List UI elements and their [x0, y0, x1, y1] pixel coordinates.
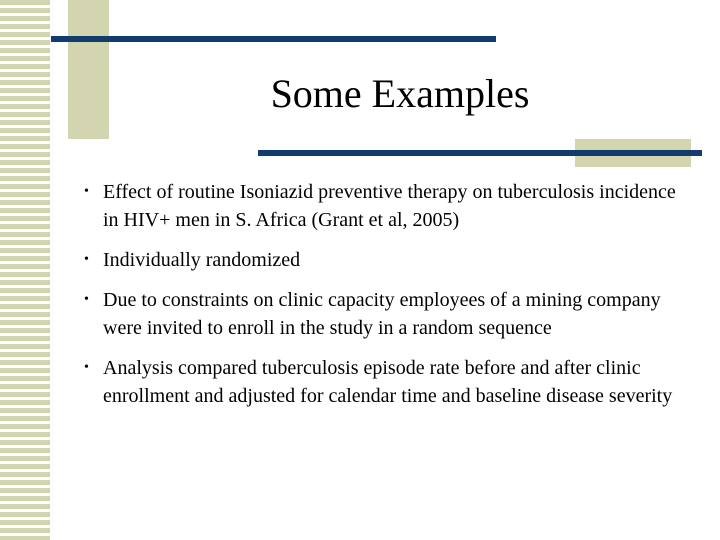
bullet-item — [84, 354, 684, 410]
bullet-text: Due to constraints on clinic capacity employees of a mining company were invited to enroll in the study in a random sequence — [103, 289, 661, 339]
slide-title: Some Examples — [270, 71, 530, 116]
bullet-item — [84, 286, 684, 342]
title-bar-bottom — [258, 150, 702, 156]
bullet-marker: • — [84, 252, 89, 267]
bullet-item — [84, 246, 684, 274]
bullet-list — [84, 178, 684, 422]
left-stripe-decoration — [0, 0, 50, 540]
bullet-text: Analysis compared tuberculosis episode rate before and after clinic enrollment and adjusted for calendar time and baseline disease severity — [103, 357, 673, 407]
tan-block-decoration-top — [68, 0, 109, 139]
title-bar-top — [51, 36, 496, 42]
bullet-marker: • — [84, 360, 89, 375]
bullet-marker: • — [84, 292, 89, 307]
bullet-text: Individually randomized — [103, 249, 301, 271]
bullet-item — [84, 178, 684, 234]
bullet-text: Effect of routine Isoniazid preventive therapy on tuberculosis incidence in HIV+ men in S. Africa (Grant et al, 2005) — [103, 181, 676, 231]
bullet-marker: • — [84, 184, 89, 199]
